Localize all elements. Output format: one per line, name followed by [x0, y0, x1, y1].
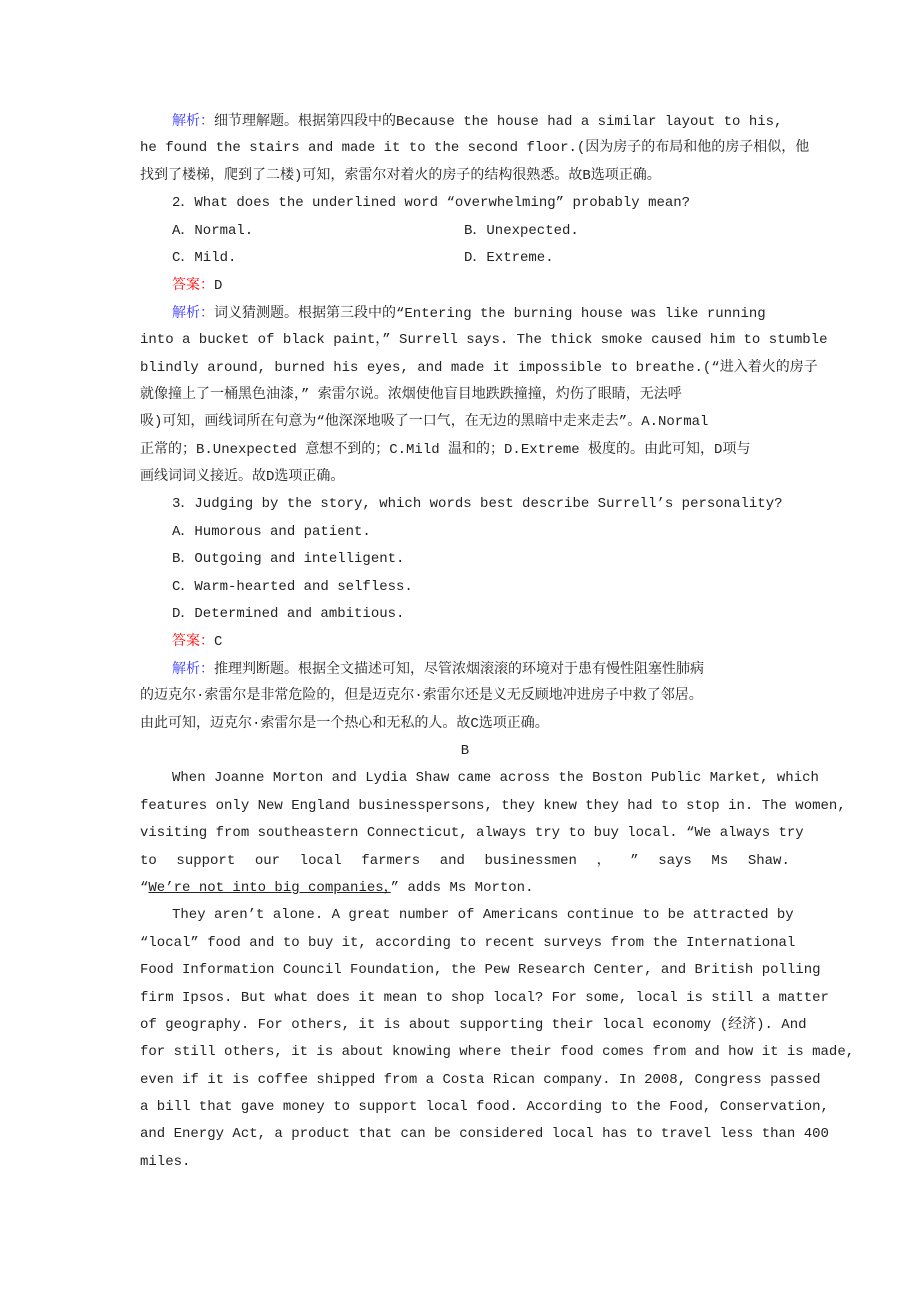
q2-analysis-line: 吸)可知，画线词所在句意为“他深深地吸了一口气，在无边的黑暗中走来走去”。A.Normal — [140, 414, 709, 431]
q3-option-b: B．Outgoing and intelligent. — [172, 551, 405, 568]
q2-option-d: D．Extreme. — [464, 249, 554, 266]
q3-option-c: C．Warm-hearted and selfless. — [172, 578, 413, 595]
q1-analysis-line: 找到了楼梯，爬到了二楼)可知，索雷尔对着火的房子的结构很熟悉。故B选项正确。 — [140, 167, 661, 184]
passage-line: and Energy Act, a product that can be considered local has to travel less than 400 — [140, 1126, 829, 1143]
passage-line: even if it is coffee shipped from a Costa Rican company. In 2008, Congress passed — [140, 1071, 821, 1088]
analysis-label: 解析： — [172, 113, 214, 129]
q2-analysis-line: 解析：词义猜测题。根据第三段中的“Entering the burning house was like running — [172, 304, 766, 322]
passage-line: “local” food and to buy it, according to recent surveys from the International — [140, 934, 796, 951]
section-heading: B — [460, 742, 470, 759]
q3-analysis-line: 由此可知，迈克尔·索雷尔是一个热心和无私的人。故C选项正确。 — [140, 715, 549, 732]
underlined-phrase: We’re not into big companies， — [148, 879, 391, 896]
q3-option-a: A．Humorous and patient. — [172, 523, 371, 540]
q2-option-b: B．Unexpected. — [464, 222, 579, 239]
q2-option-a: A．Normal. — [172, 222, 254, 239]
passage-line: “We’re not into big companies，” adds Ms Morton. — [140, 879, 534, 896]
q3-answer — [140, 628, 790, 655]
q3-option-d: D．Determined and ambitious. — [172, 606, 405, 623]
q3-question: 3．Judging by the story, which words best describe Surrell’s personality? — [172, 496, 783, 513]
analysis-label: 解析： — [172, 660, 214, 677]
analysis-label: 解析： — [172, 304, 214, 321]
q2-analysis-line: blindly around, burned his eyes, and made it impossible to breathe.(“进入着火的房子 — [140, 359, 818, 376]
q3-analysis-line: 的迈克尔·索雷尔是非常危险的，但是迈克尔·索雷尔还是义无反顾地冲进房子中救了邻居。 — [140, 688, 703, 705]
q1-analysis-line: 解析：细节理解题。根据第四段中的Because the house had a similar layout to his, — [172, 113, 783, 130]
passage-line: of geography. For others, it is about supporting their local economy (经济). And — [140, 1016, 807, 1033]
q1-analysis-line: he found the stairs and made it to the second floor.(因为房子的布局和他的房子相似，他 — [140, 140, 810, 157]
answer-value: D — [214, 278, 223, 295]
passage-line: Food Information Council Foundation, the Pew Research Center, and British polling — [140, 962, 821, 979]
q2-answer — [140, 272, 790, 299]
q2-question: 2．What does the underlined word “overwhelming” probably mean? — [172, 195, 691, 212]
passage-line: miles. — [140, 1153, 191, 1170]
answer-value: C — [214, 634, 223, 651]
passage-line: visiting from southeastern Connecticut, always try to buy local. “We always try — [140, 825, 804, 842]
passage-line: firm Ipsos. But what does it mean to shop local? For some, local is still a matter — [140, 989, 829, 1006]
document-page — [140, 108, 855, 1176]
passage-line: They aren’t alone. A great number of Americans continue to be attracted by — [172, 907, 794, 924]
q2-analysis-line: into a bucket of black paint，” Surrell says. The thick smoke caused him to stumble — [140, 332, 828, 349]
q3-analysis-line: 解析：推理判断题。根据全文描述可知，尽管浓烟滚滚的环境对于患有慢性阻塞性肺病 — [172, 660, 704, 678]
q2-analysis-line: 画线词词义接近。故D选项正确。 — [140, 469, 345, 486]
q2-analysis-line: 正常的；B.Unexpected 意想不到的；C.Mild 温和的；D.Extreme 极度的。由此可知，D项与 — [140, 441, 751, 458]
passage-line: features only New England businesspersons, they knew they had to stop in. The women, — [140, 797, 846, 814]
answer-label: 答案： — [172, 633, 214, 650]
q2-options-row — [140, 245, 790, 272]
q2-analysis-line: 就像撞上了一桶黑色油漆，” 索雷尔说。浓烟使他盲目地跌跌撞撞，灼伤了眼睛，无法呼 — [140, 386, 682, 403]
passage-line: When Joanne Morton and Lydia Shaw came across the Boston Public Market, which — [172, 770, 819, 787]
passage-line: a bill that gave money to support local food. According to the Food, Conservation, — [140, 1099, 829, 1116]
answer-label: 答案： — [172, 277, 214, 294]
passage-line-justified: to support our local farmers and businessmen ， ” says Ms Shaw. — [140, 852, 790, 869]
q2-option-c: C．Mild. — [172, 249, 237, 266]
passage-line: for still others, it is about knowing where their food comes from and how it is made, — [140, 1044, 855, 1061]
q2-options-row — [140, 218, 790, 245]
